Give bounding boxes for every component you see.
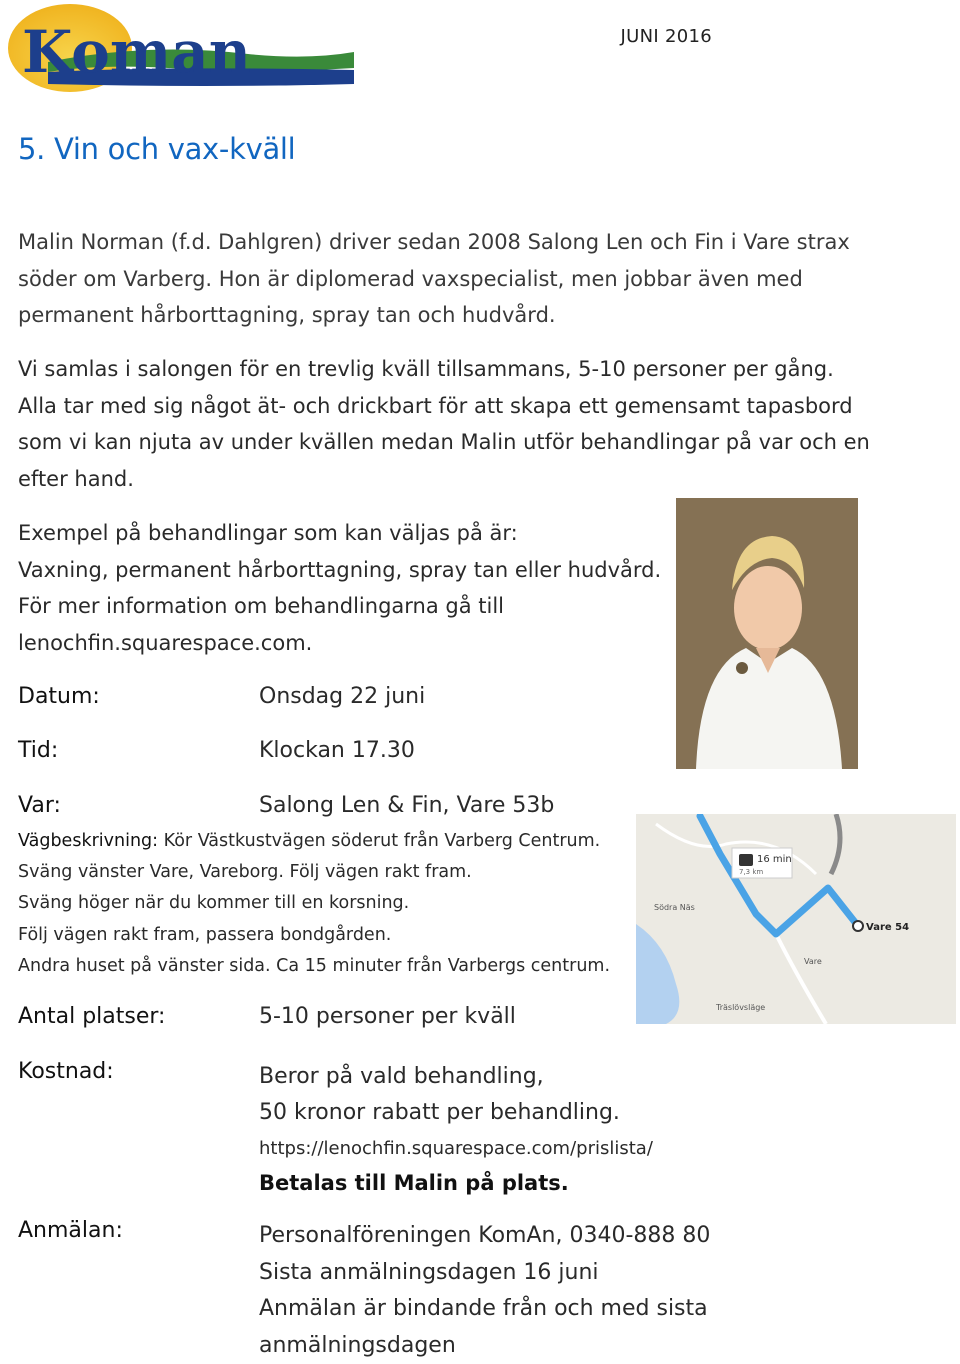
prislista-link[interactable]: https://lenochfin.squarespace.com/prislista/ [259,1131,653,1167]
directions-text-1: Kör Västkustvägen söderut från Varberg Centrum. [164,831,601,851]
antal-value: 5-10 personer per kväll [259,1004,516,1029]
var-value: Salong Len & Fin, Vare 53b [259,793,554,818]
anmalan-label: Anmälan: [18,1218,123,1243]
var-label: Var: [18,793,61,818]
place-trasslovslage: Träslövsläge [715,1003,765,1012]
directions-line-1 [18,826,638,857]
anmalan-line-4: anmälningsdagen [259,1328,710,1364]
tid-value: Klockan 17.30 [259,738,415,763]
route-duration: 16 min [757,854,792,865]
anmalan-block [259,1218,710,1364]
examples-block [18,515,668,661]
anmalan-line-1: Personalföreningen KomAn, 0340-888 80 [259,1218,710,1255]
car-icon [739,854,753,866]
destination-marker [853,921,863,931]
kostnad-line-1: Beror på vald behandling, [259,1059,653,1095]
antal-label: Antal platser: [18,1004,165,1029]
directions-line-2: Sväng vänster Vare, Vareborg. Följ vägen rakt fram. [18,857,638,888]
examples-intro: Exempel på behandlingar som kan väljas på är: [18,515,668,552]
directions-label: Vägbeskrivning: [18,831,158,851]
intro-paragraph: Malin Norman (f.d. Dahlgren) driver sedan 2008 Salong Len och Fin i Vare strax söder om Varberg. Hon är diplomerad vaxspecialist, men jobbar även med permanent hårborttagning, spray tan och hudvård. [18,224,878,334]
anmalan-line-2: Sista anmälningsdagen 16 juni [259,1255,710,1292]
more-info-text: För mer information om behandlingarna gå till lenochfin.squarespace.com. [18,588,528,661]
route-map [636,814,956,1024]
koman-logo [8,2,354,94]
page-title: 5. Vin och vax-kväll [18,132,295,166]
directions-line-5: Andra huset på vänster sida. Ca 15 minuter från Varbergs centrum. [18,951,638,982]
anmalan-line-3: Anmälan är bindande från och med sista [259,1291,710,1328]
kostnad-label: Kostnad: [18,1059,114,1084]
place-sodra-nas: Södra Näs [654,903,695,912]
portrait-photo [676,498,858,769]
directions-block [18,826,638,982]
route-distance: 7,3 km [739,868,763,876]
kostnad-block [259,1059,653,1201]
tid-label: Tid: [18,738,58,763]
directions-line-3: Sväng höger när du kommer till en korsning. [18,888,638,919]
datum-label: Datum: [18,684,100,709]
directions-line-4: Följ vägen rakt fram, passera bondgården. [18,920,638,951]
examples-list: Vaxning, permanent hårborttagning, spray tan eller hudvård. [18,552,668,589]
kostnad-line-2: 50 kronor rabatt per behandling. [259,1095,653,1131]
logo-k: Koman [22,18,251,86]
destination-label: Vare 54 [866,922,909,933]
payment-note: Betalas till Malin på plats. [259,1165,653,1201]
place-vare: Vare [804,957,822,966]
gathering-paragraph: Vi samlas i salongen för en trevlig kväll tillsammans, 5-10 personer per gång. Alla tar med sig något ät- och drickbart för att skapa ett gemensamt tapasbord som vi kan njuta av under kvällen medan Malin utför behandlingar på var och en efter hand. [18,351,878,497]
datum-value: Onsdag 22 juni [259,684,425,709]
issue-date: JUNI 2016 [621,26,713,47]
